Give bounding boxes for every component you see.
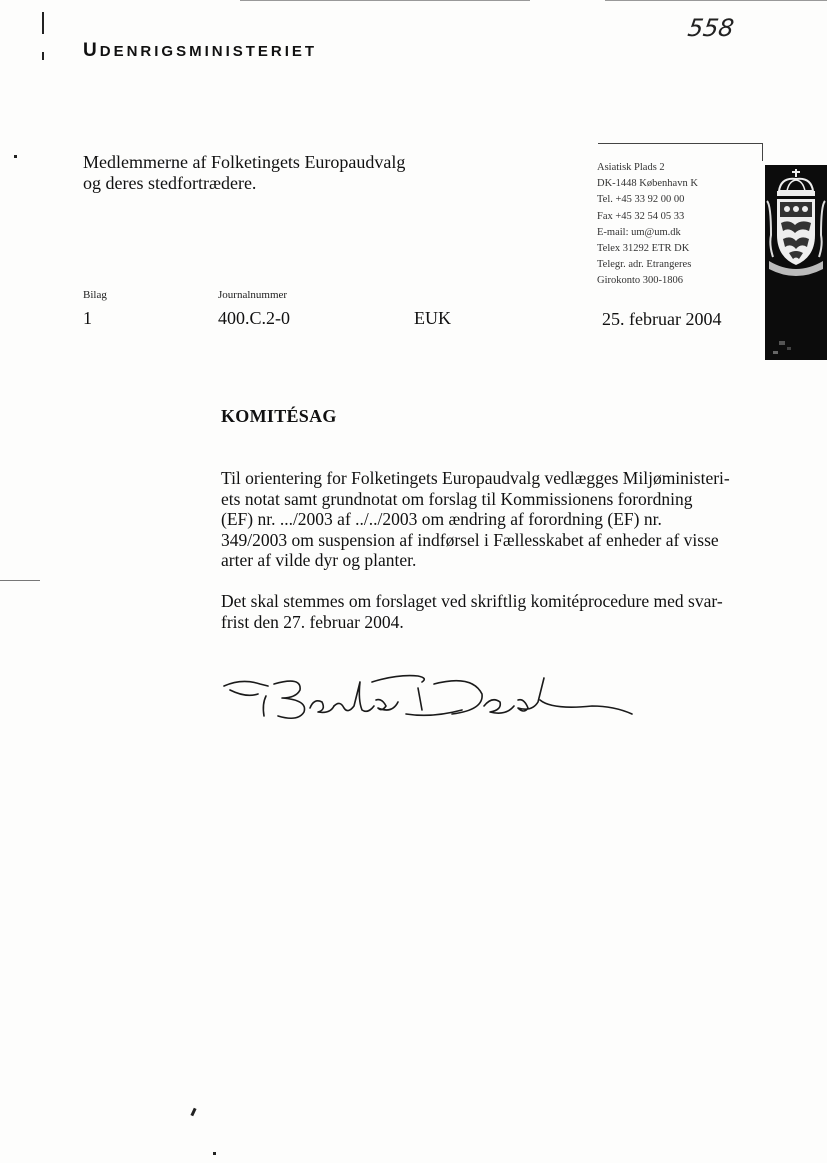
body-line: frist den 27. februar 2004.: [221, 611, 404, 632]
recipient-line: Medlemmerne af Folketingets Europaudvalg: [83, 152, 406, 172]
body-line: 349/2003 om suspension af indførsel i Fællesskabet af enheder af visse: [221, 529, 719, 550]
scan-mark: [42, 52, 44, 60]
office-code: EUK: [414, 308, 451, 328]
address-line: E-mail: um@um.dk: [597, 226, 681, 238]
address-line: Tel. +45 33 92 00 00: [597, 194, 685, 206]
address-line: Asiatisk Plads 2: [597, 162, 665, 173]
scan-mark: [190, 1108, 196, 1117]
address-line: Fax +45 32 54 05 33: [597, 210, 685, 222]
document-heading: KOMITÉSAG: [221, 406, 337, 426]
body-line: Det skal stemmes om forslaget ved skriftlig komitéprocedure med svar-: [221, 591, 723, 611]
recipient-block: [83, 152, 405, 194]
scan-top-line-right: [605, 0, 827, 1]
address-rule: [598, 143, 763, 144]
address-line: Girokonto 300-1806: [597, 275, 684, 287]
handwritten-signature: [222, 670, 642, 730]
journal-label: Journalnummer: [218, 289, 288, 301]
bilag-label: Bilag: [83, 289, 107, 301]
scan-mark: [14, 155, 17, 158]
address-block: [597, 160, 698, 290]
body-line: Til orientering for Folketingets Europaudvalg vedlægges Miljøministeri-: [221, 468, 730, 488]
address-line: DK-1448 København K: [597, 178, 698, 190]
scan-edge-line: [0, 580, 40, 581]
body-line: ets notat samt grundnotat om forslag til Kommissionens forordning: [221, 488, 693, 509]
ministry-letterhead: UDENRIGSMINISTERIET: [83, 40, 318, 61]
page-number-handwritten: 558: [686, 14, 736, 42]
recipient-line: og deres stedfortrædere.: [83, 173, 257, 193]
address-line: Telex 31292 ETR DK: [597, 243, 690, 255]
bilag-value: 1: [83, 308, 92, 328]
body-paragraph-1: [221, 468, 741, 571]
body-paragraph-2: [221, 591, 741, 632]
royal-crest-icon: [765, 165, 827, 360]
body-line: (EF) nr. .../2003 af ../../2003 om ændring af forordning (EF) nr.: [221, 509, 662, 529]
scan-mark: [213, 1152, 216, 1155]
journal-value: 400.C.2-0: [218, 308, 290, 328]
address-line: Telegr. adr. Etrangeres: [597, 259, 692, 271]
scan-top-line: [240, 0, 530, 1]
address-rule-tick: [762, 143, 763, 161]
scan-mark: [42, 12, 44, 34]
letter-date: 25. februar 2004: [602, 309, 722, 329]
body-line: arter af vilde dyr og planter.: [221, 550, 417, 570]
